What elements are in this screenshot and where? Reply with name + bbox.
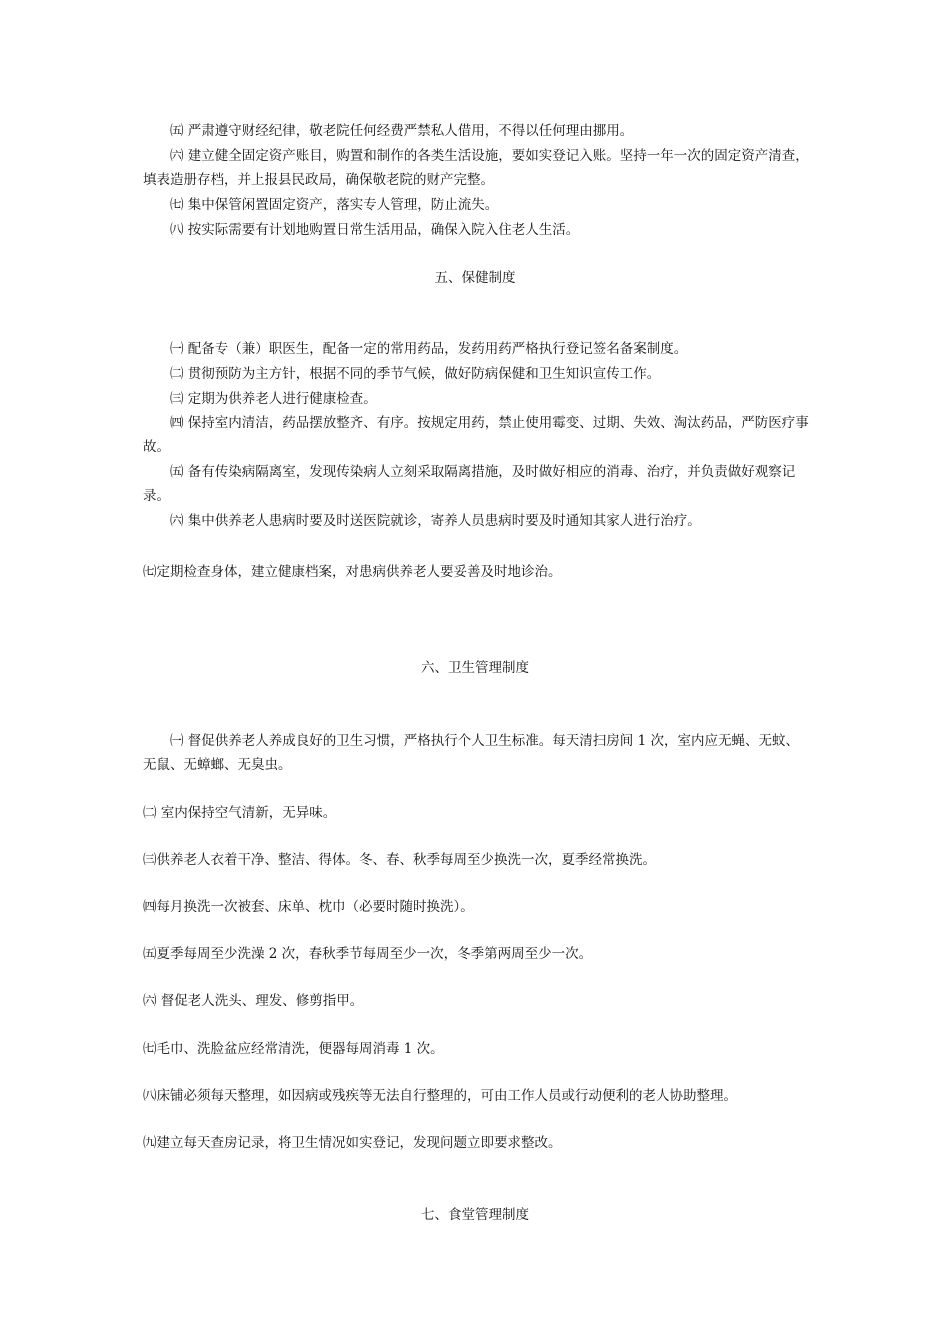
section4-item-7: ㈦ 集中保管闲置固定资产，落实专人管理，防止流失。 [170, 197, 499, 213]
section6-item-9: ㈨建立每天查房记录，将卫生情况如实登记，发现问题立即要求整改。 [143, 1135, 562, 1151]
section5-item-6: ㈥ 集中供养老人患病时要及时送医院就诊，寄养人员患病时要及时通知其家人进行治疗。 [170, 513, 701, 529]
section6-item-8: ㈧床铺必须每天整理，如因病或残疾等无法自行整理的，可由工作人员或行动便利的老人协助整理。 [143, 1088, 737, 1104]
section6-item-3: ㈢供养老人衣着干净、整洁、得体。冬、春、秋季每周至少换洗一次，夏季经常换洗。 [143, 852, 656, 868]
section6-item-2: ㈡ 室内保持空气清新，无异味。 [143, 805, 337, 821]
section5-item-7: ㈦定期检查身体，建立健康档案，对患病供养老人要妥善及时地诊治。 [143, 564, 562, 580]
section6-item-5: ㈤夏季每周至少洗澡 2 次，春秋季节每周至少一次，冬季第两周至少一次。 [143, 946, 593, 962]
section4-item-8: ㈧ 按实际需要有计划地购置日常生活用品，确保入院入住老人生活。 [170, 222, 580, 238]
section6-title: 六、卫生管理制度 [421, 660, 529, 676]
section6-item-4: ㈣每月换洗一次被套、床单、枕巾（必要时随时换洗）。 [143, 899, 474, 915]
section5-title: 五、保健制度 [434, 270, 516, 286]
section5-item-3: ㈢ 定期为供养老人进行健康检查。 [170, 391, 377, 407]
section5-item-5: ㈤ 备有传染病隔离室，发现传染病人立刻采取隔离措施，及时做好相应的消毒、治疗，并负责做好观察记录。 [143, 464, 796, 504]
section4-item-6: ㈥ 建立健全固定资产账目，购置和制作的各类生活设施，要如实登记入账。坚持一年一次的固定资产清查，填表造册存档，并上报县民政局，确保敬老院的财产完整。 [143, 148, 809, 188]
section4-item-5: ㈤ 严肃遵守财经纪律，敬老院任何经费严禁私人借用，不得以任何理由挪用。 [170, 123, 634, 139]
section5-item-2: ㈡ 贯彻预防为主方针，根据不同的季节气候，做好防病保健和卫生知识宣传工作。 [170, 366, 661, 382]
section5-item-4: ㈣ 保持室内清洁，药品摆放整齐、有序。按规定用药，禁止使用霉变、过期、失效、淘汰药品，严防医疗事故。 [143, 415, 809, 455]
section7-title: 七、食堂管理制度 [421, 1207, 529, 1223]
section6-item-1: ㈠ 督促供养老人养成良好的卫生习惯，严格执行个人卫生标准。每天清扫房间 1 次，室内应无蝇、无蚊、无鼠、无蟑螂、无臭虫。 [143, 733, 799, 773]
section6-item-6: ㈥ 督促老人洗头、理发、修剪指甲。 [143, 993, 364, 1009]
section6-item-7: ㈦毛巾、洗脸盆应经常清洗，便器每周消毒 1 次。 [143, 1041, 444, 1057]
section5-item-1: ㈠ 配备专（兼）职医生，配备一定的常用药品，发药用药严格执行登记签名备案制度。 [170, 341, 688, 357]
